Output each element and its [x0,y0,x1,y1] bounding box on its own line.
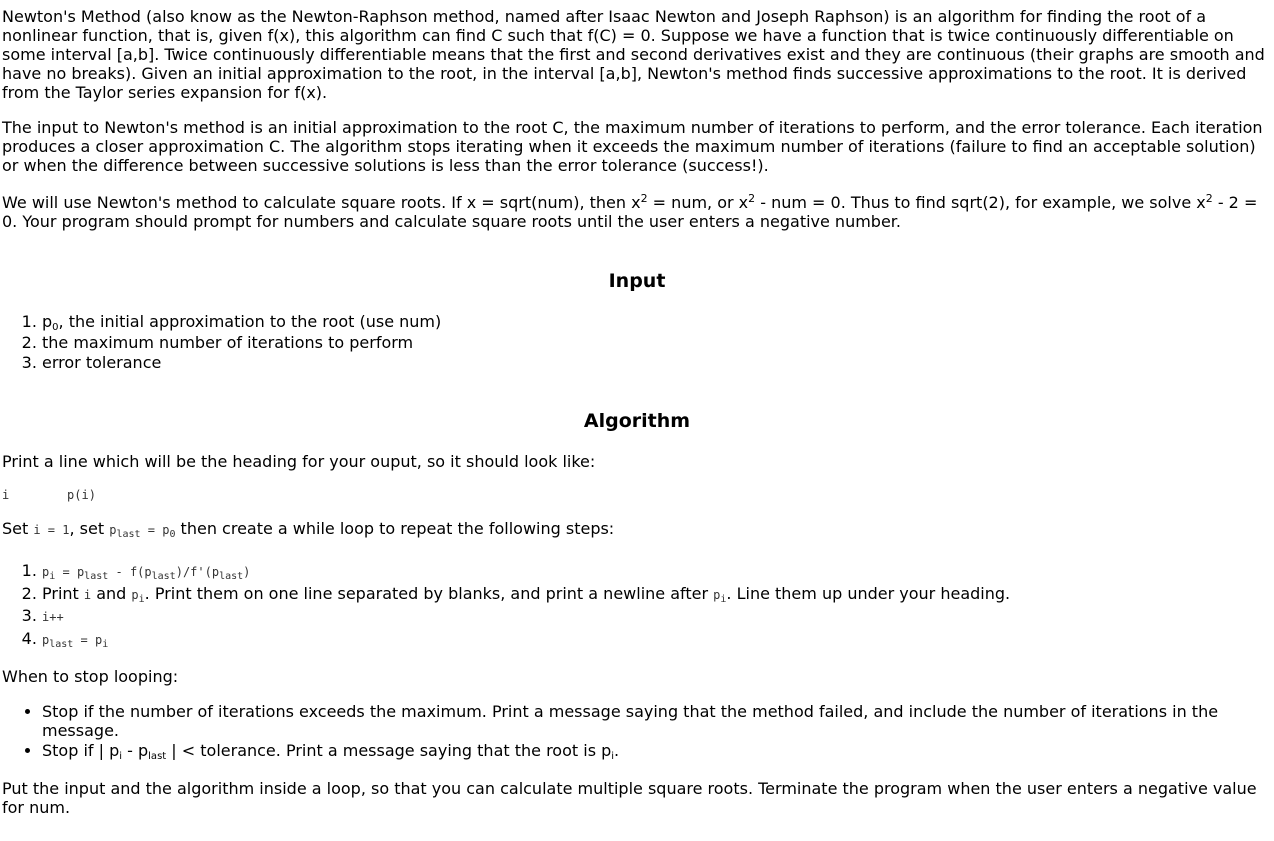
final-paragraph: Put the input and the algorithm inside a loop, so that you can calculate multiple square roots. Terminate the program when the user enters a negative value for num. [2,779,1257,817]
list-item: 4. $p_{last} = p_i$ [42,629,1010,652]
input-heading: Input [608,270,666,292]
input-list [42,312,441,374]
list-item: 3. error tolerance [42,353,441,374]
print-heading-instruction: Print a line which will be the heading for your ouput, so it should look like: [2,452,596,471]
intro-paragraph: Newton's Method (also know as the Newton-Raphson method, named after Isaac Newton and Joseph Raphson) is an algorithm for finding the root of a nonlinear function, that is, given f(x), this algorithm can find C such that f(C) = 0. Suppose we have a function that is twice continuously differentiable on some interval [a,b]. Twice continuously differentiable means that the first and second derivatives exist and they are continuous (their graphs are smooth and have no breaks). Given an initial approximation to the root, in the interval [a,b], Newton's method finds successive approximations to the root. It is derived from the Taylor series expansion for f(x). [2,7,1265,102]
list-item: 2. the maximum number of iterations to perform [42,333,441,353]
stop-conditions-list [42,702,1262,761]
list-item: 1. $p_i = p_{last} - f(p_{last})/f'(p_{last})$ [42,561,1010,584]
output-heading-sample: i p(i) [2,488,96,502]
stop-conditions-intro: When to stop looping: [2,667,179,686]
algorithm-heading: Algorithm [583,410,691,432]
set-initial-values-line: Set i = 1, set $p_{last} = p_0$ then create a while loop to repeat the following steps: [2,519,615,540]
algorithm-steps-list [42,561,1010,652]
list-item: • Stop if | $p_i - p_{last}$ | < tolerance. Print a message saying that the root is $p_i$. [42,741,1262,760]
list-item: • Stop if the number of iterations exceeds the maximum. Print a message saying that the method failed, and include the number of iterations in the message. [42,702,1262,740]
list-item: 3. i++ [42,606,1010,629]
input-description-paragraph: The input to Newton's method is an initial approximation to the root C, the maximum number of iterations to perform, and the error tolerance. Each iteration produces a closer approximation C. The algorithm stops iterating when it exceeds the maximum number of iterations (failure to find an acceptable solution) or when the difference between successive solutions is less than the error tolerance (success!). [2,118,1263,175]
list-item: 2. Print i and $p_i$. Print them on one line separated by blanks, and print a newline after $p_i$. Line them up under your heading. [42,584,1010,606]
list-item: 1. $p_0$, the initial approximation to the root (use num) [42,312,441,333]
square-root-paragraph: We will use Newton's method to calculate square roots. If x = sqrt(num), then $x^2$ = num, or $x^2$ - num = 0. Thus to find sqrt(2), for example, we solve $x^2 - 2 = 0$. Your program should prompt for numbers and calculate square roots until the user enters a negative number. [2,192,1258,231]
